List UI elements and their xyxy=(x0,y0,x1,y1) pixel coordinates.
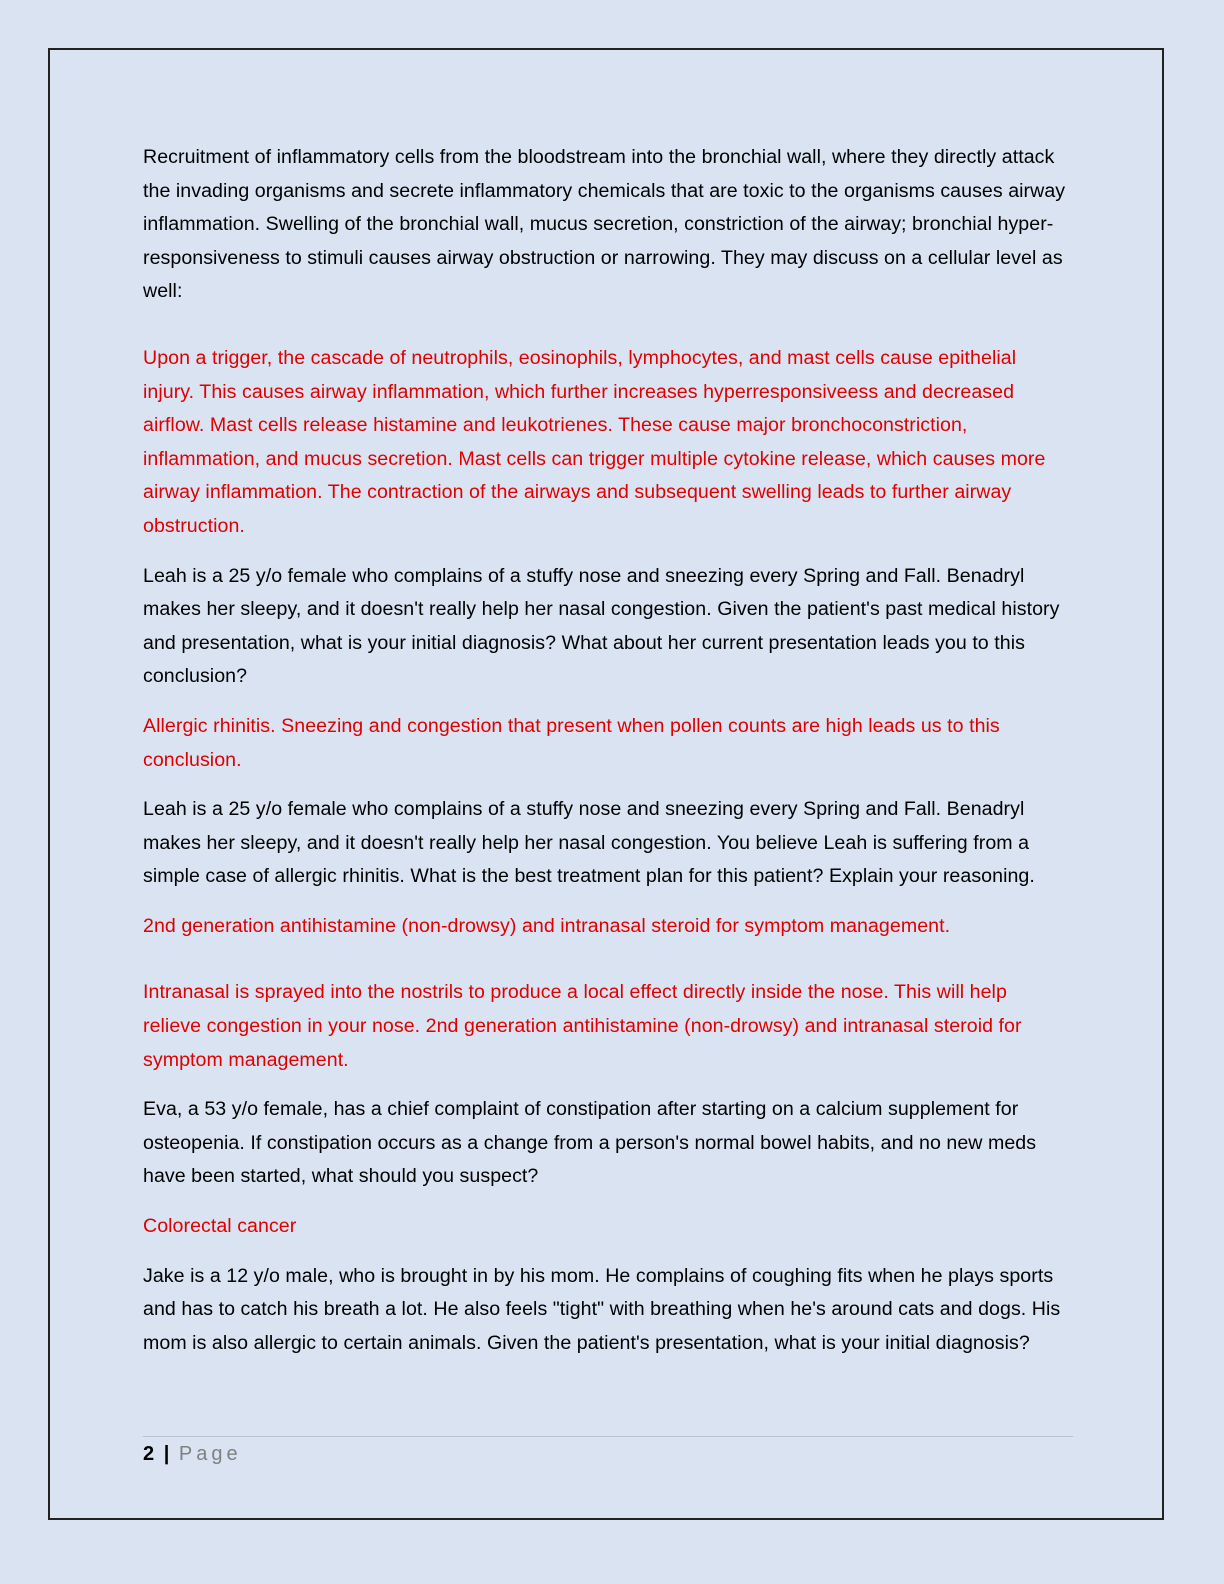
page-label: Page xyxy=(178,1443,242,1465)
page-number: 2 xyxy=(143,1443,155,1465)
answer-paragraph: Intranasal is sprayed into the nostrils to produce a local effect directly inside the nose. This will help relieve congestion in your nose. 2nd generation antihistamine (non-drowsy) and intranasal steroid for symptom management. xyxy=(143,981,1022,1071)
answer-paragraph: Colorectal cancer xyxy=(143,1215,297,1238)
question-paragraph: Eva, a 53 y/o female, has a chief complaint of constipation after starting on a calcium supplement for osteopenia. If constipation occurs as a change from a person's normal bowel habits, and no new meds have been started, what should you suspect? xyxy=(143,1098,1037,1188)
question-paragraph: Leah is a 25 y/o female who complains of a stuffy nose and sneezing every Spring and Fall. Benadryl makes her sleepy, and it doesn't really help her nasal congestion. Given the patient's past medical history and presentation, what is your initial diagnosis? What about her current presentation leads you to this conclusion? xyxy=(143,564,1060,688)
document-body xyxy=(143,141,1068,1360)
page-footer xyxy=(143,1440,242,1468)
answer-paragraph: Allergic rhinitis. Sneezing and congestion that present when pollen counts are high leads us to this conclusion. xyxy=(143,714,1000,771)
question-paragraph: Recruitment of inflammatory cells from the bloodstream into the bronchial wall, where they directly attack the invading organisms and secrete inflammatory chemicals that are toxic to the organisms causes airway inflammation. Swelling of the bronchial wall, mucus secretion, constriction of the airway; bronchial hyper-responsiveness to stimuli causes airway obstruction or narrowing. They may discuss on a cellular level as well: xyxy=(143,146,1066,303)
question-paragraph: Leah is a 25 y/o female who complains of a stuffy nose and sneezing every Spring and Fall. Benadryl makes her sleepy, and it doesn't really help her nasal congestion. You believe Leah is suffering from a simple case of allergic rhinitis. What is the best treatment plan for this patient? Explain your reasoning. xyxy=(143,798,1035,888)
answer-paragraph: Upon a trigger, the cascade of neutrophils, eosinophils, lymphocytes, and mast cells cause epithelial injury. This causes airway inflammation, which further increases hyperresponsiveess and decreased airflow. Mast cells release histamine and leukotrienes. These cause major bronchoconstriction, inflammation, and mucus secretion. Mast cells can trigger multiple cytokine release, which causes more airway inflammation. The contraction of the airways and subsequent swelling leads to further airway obstruction. xyxy=(143,346,1046,537)
footer-separator: | xyxy=(163,1443,170,1465)
footer-divider xyxy=(143,1436,1073,1437)
question-paragraph: Jake is a 12 y/o male, who is brought in by his mom. He complains of coughing fits when he plays sports and has to catch his breath a lot. He also feels "tight" with breathing when he's around cats and dogs. His mom is also allergic to certain animals. Given the patient's presentation, what is your initial diagnosis? xyxy=(143,1264,1061,1354)
answer-paragraph: 2nd generation antihistamine (non-drowsy) and intranasal steroid for symptom management. xyxy=(143,914,951,937)
